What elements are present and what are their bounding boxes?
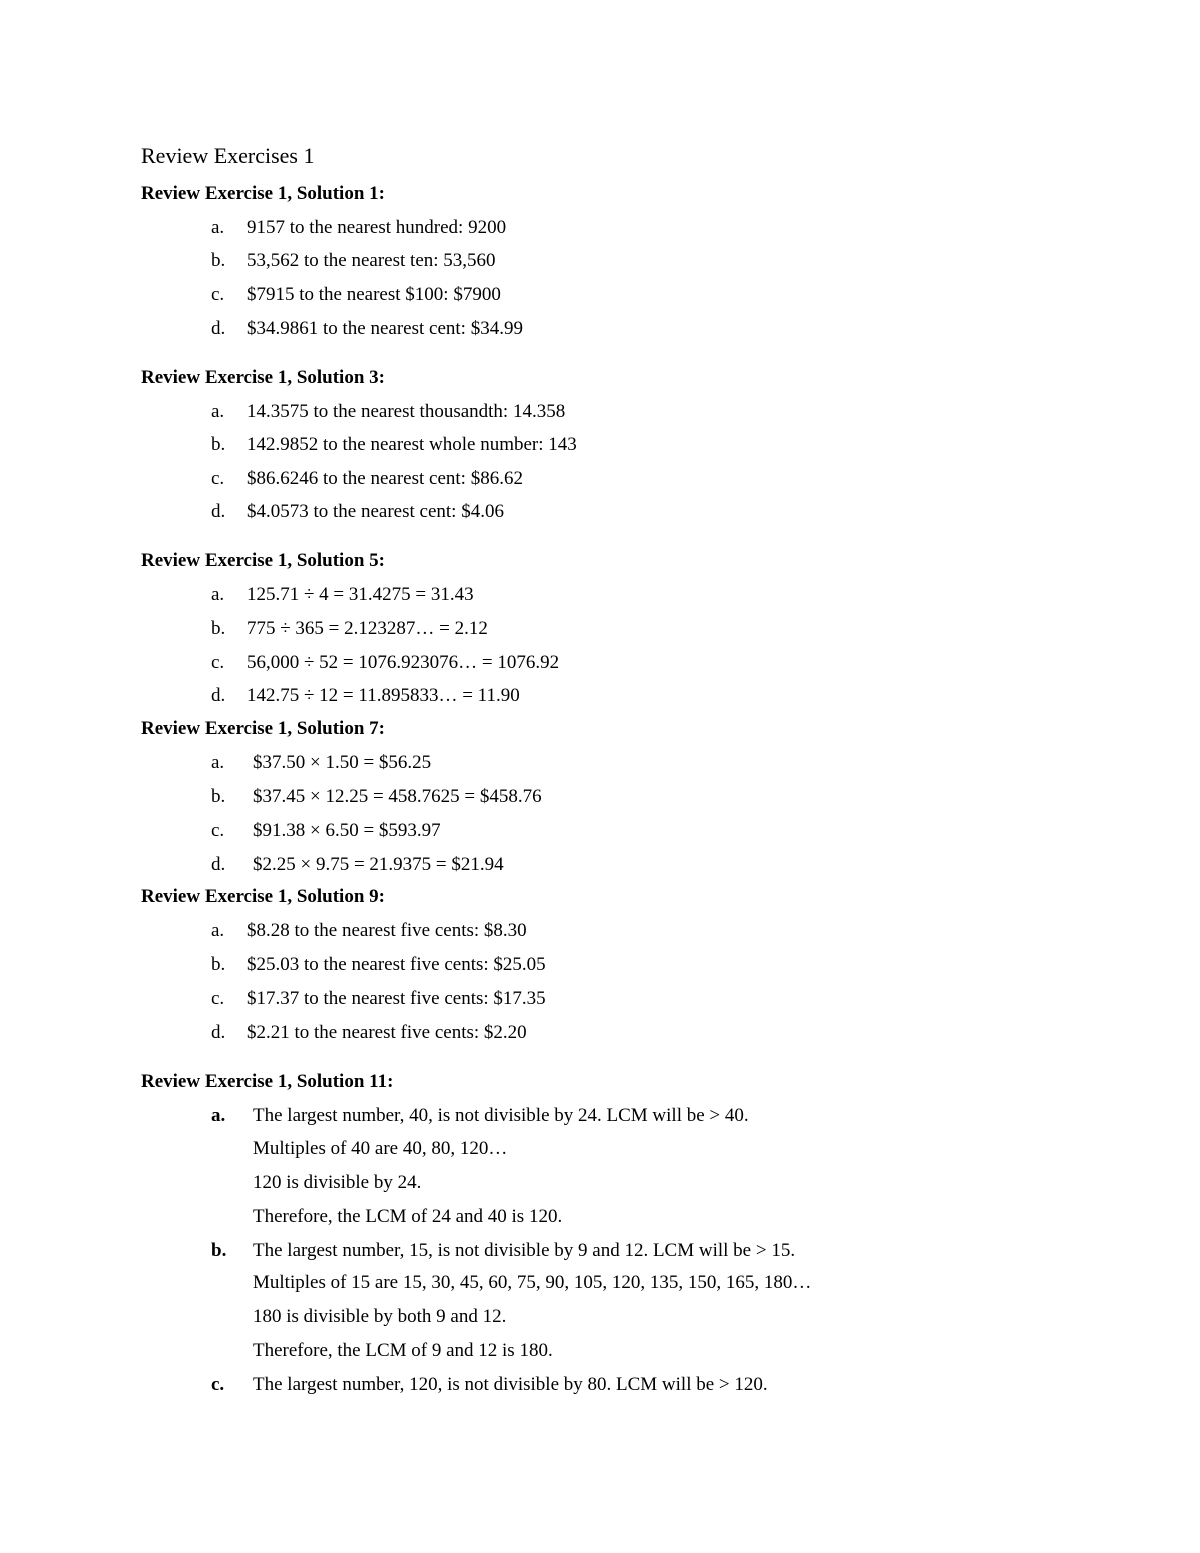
section-heading: Review Exercise 1, Solution 9:	[141, 886, 385, 907]
item-marker: d.	[211, 854, 226, 875]
item-text: $8.28 to the nearest five cents: $8.30	[247, 920, 527, 941]
item-continuation-line: Therefore, the LCM of 9 and 12 is 180.	[253, 1340, 553, 1361]
item-continuation-line: 120 is divisible by 24.	[253, 1172, 422, 1193]
item-text: 14.3575 to the nearest thousandth: 14.358	[247, 401, 566, 422]
item-marker: a.	[211, 920, 225, 941]
item-text: $37.45 × 12.25 = 458.7625 = $458.76	[253, 786, 542, 807]
item-marker: a.	[211, 217, 225, 238]
item-continuation-line: Multiples of 40 are 40, 80, 120…	[253, 1138, 508, 1159]
item-marker: d.	[211, 685, 226, 706]
item-marker: c.	[211, 988, 225, 1009]
item-marker: d.	[211, 501, 226, 522]
item-marker: c.	[211, 1374, 225, 1395]
item-marker: a.	[211, 1105, 226, 1126]
item-marker: c.	[211, 652, 225, 673]
item-marker: b.	[211, 434, 226, 455]
item-text: $37.50 × 1.50 = $56.25	[253, 752, 432, 773]
item-text: 775 ÷ 365 = 2.123287… = 2.12	[247, 618, 488, 639]
item-text: $7915 to the nearest $100: $7900	[247, 284, 501, 305]
item-text: $86.6246 to the nearest cent: $86.62	[247, 468, 523, 489]
item-text: $34.9861 to the nearest cent: $34.99	[247, 318, 523, 339]
item-marker: c.	[211, 820, 225, 841]
item-marker: b.	[211, 1240, 227, 1261]
section-heading: Review Exercise 1, Solution 5:	[141, 550, 385, 571]
item-marker: d.	[211, 318, 226, 339]
item-text: $2.21 to the nearest five cents: $2.20	[247, 1022, 527, 1043]
item-text: 53,562 to the nearest ten: 53,560	[247, 250, 496, 271]
item-text: The largest number, 15, is not divisible by 9 and 12. LCM will be > 15.	[253, 1240, 796, 1261]
section-heading: Review Exercise 1, Solution 1:	[141, 183, 385, 204]
item-text: 125.71 ÷ 4 = 31.4275 = 31.43	[247, 584, 474, 605]
item-marker: c.	[211, 468, 225, 489]
item-marker: b.	[211, 954, 226, 975]
item-text: 142.75 ÷ 12 = 11.895833… = 11.90	[247, 685, 520, 706]
item-text: 56,000 ÷ 52 = 1076.923076… = 1076.92	[247, 652, 560, 673]
section-heading: Review Exercise 1, Solution 3:	[141, 367, 385, 388]
item-marker: b.	[211, 618, 226, 639]
item-continuation-line: Multiples of 15 are 15, 30, 45, 60, 75, 90, 105, 120, 135, 150, 165, 180…	[253, 1272, 812, 1293]
item-text: 142.9852 to the nearest whole number: 143	[247, 434, 577, 455]
item-continuation-line: Therefore, the LCM of 24 and 40 is 120.	[253, 1206, 563, 1227]
item-text: $91.38 × 6.50 = $593.97	[253, 820, 441, 841]
item-marker: d.	[211, 1022, 226, 1043]
item-continuation-line: 180 is divisible by both 9 and 12.	[253, 1306, 507, 1327]
page-title: Review Exercises 1	[141, 143, 315, 168]
item-marker: c.	[211, 284, 225, 305]
item-text: $25.03 to the nearest five cents: $25.05	[247, 954, 546, 975]
section-heading: Review Exercise 1, Solution 11:	[141, 1071, 394, 1092]
item-text: $17.37 to the nearest five cents: $17.35	[247, 988, 546, 1009]
item-marker: a.	[211, 752, 225, 773]
item-marker: b.	[211, 250, 226, 271]
item-text: $2.25 × 9.75 = 21.9375 = $21.94	[253, 854, 504, 875]
item-text: $4.0573 to the nearest cent: $4.06	[247, 501, 504, 522]
item-text: The largest number, 40, is not divisible by 24. LCM will be > 40.	[253, 1105, 749, 1126]
item-marker: a.	[211, 401, 225, 422]
section-heading: Review Exercise 1, Solution 7:	[141, 718, 385, 739]
item-text: The largest number, 120, is not divisible by 80. LCM will be > 120.	[253, 1374, 768, 1395]
item-text: 9157 to the nearest hundred: 9200	[247, 217, 507, 238]
item-marker: b.	[211, 786, 226, 807]
item-marker: a.	[211, 584, 225, 605]
